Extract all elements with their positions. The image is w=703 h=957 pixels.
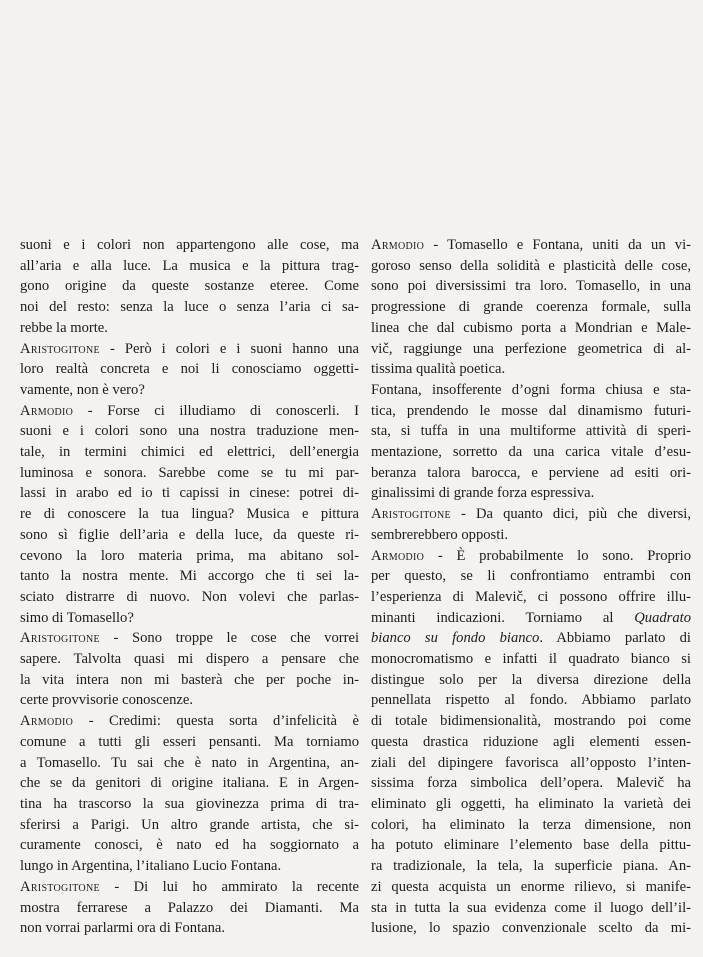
text-fragment: minanti indicazioni. Torniamo al bbox=[371, 609, 635, 626]
text-line: sciato distrarre di nuovo. Non volevi che parlas- bbox=[20, 588, 359, 605]
text-line bbox=[371, 608, 691, 629]
text-line: loro realtà concreta e noi li conosciamo oggetti- bbox=[20, 361, 359, 378]
text-line: cevono la loro materia prima, ma abitano sol- bbox=[20, 547, 359, 564]
text-line: noi del resto: senza la luce o senza l’aria ci sa- bbox=[20, 299, 359, 316]
paragraph bbox=[20, 339, 359, 401]
text-line: pennellata rispetto al fondo. Abbiamo parlato bbox=[371, 692, 691, 709]
text-line: ra tradizionale, la tela, la superficie piana. An- bbox=[371, 858, 691, 875]
text-line: non vorrai parlarmi ora di Fontana. bbox=[20, 920, 226, 937]
text-line: progressione di grande coerenza formale, sulla bbox=[371, 299, 691, 316]
speaker-name: Aristogitone bbox=[371, 506, 451, 523]
text-line: certe provvisorie conoscenze. bbox=[20, 692, 194, 709]
text-line bbox=[20, 877, 359, 898]
text-line: vamente, non è vero? bbox=[20, 381, 145, 398]
text-line: zi questa acquista un enorme rilievo, si manife- bbox=[371, 878, 691, 895]
text-line: tina ha trascorso la sua giovinezza prima di tra- bbox=[20, 795, 359, 812]
text-line: ha potuto eliminare l’elemento base della pittu- bbox=[371, 837, 691, 854]
text-line: sapere. Talvolta quasi mi dispero a pensare che bbox=[20, 651, 359, 668]
paragraph bbox=[371, 546, 691, 939]
text-line: ziali del dipingere favorisca all’opposto l’inten- bbox=[371, 754, 691, 771]
text-fragment: - Sono troppe le cose che vorrei bbox=[99, 630, 359, 647]
text-line: di totale bidimensionalità, mostrando poi come bbox=[371, 713, 691, 730]
paragraph bbox=[20, 628, 359, 711]
text-line bbox=[371, 235, 691, 256]
text-fragment: - È probabilmente lo sono. Proprio bbox=[424, 547, 691, 564]
text-line: sissima forza simbolica dell’opera. Malevič ha bbox=[371, 775, 691, 792]
paragraph bbox=[20, 877, 359, 939]
text-line: eliminato gli oggetti, ha eliminato la varietà dei bbox=[371, 795, 691, 812]
speaker-name: Aristogitone bbox=[20, 630, 100, 647]
text-line bbox=[20, 401, 359, 422]
text-line: a Tomasello. Tu sai che è nato in Argentina, an- bbox=[20, 754, 359, 771]
text-line: suoni e i colori non appartengono alle cose, ma bbox=[20, 237, 359, 253]
text-fragment: . Abbiamo parlato di bbox=[539, 630, 691, 647]
left-column bbox=[20, 235, 359, 939]
text-line: Fontana, insofferente d’ogni forma chiusa e sta- bbox=[371, 381, 691, 398]
paragraph bbox=[20, 711, 359, 877]
text-line: per questo, se li confrontiamo entrambi con bbox=[371, 568, 691, 585]
paragraph bbox=[20, 235, 359, 339]
text-line: monocromatismo e infatti il quadrato bianco si bbox=[371, 651, 691, 668]
speaker-name: Armodio bbox=[20, 402, 74, 419]
text-line: sono poi diversissimi tra loro. Tomasello, in una bbox=[371, 278, 691, 295]
text-line: mentazione, sorretto da una carica vitale d’esu- bbox=[371, 444, 691, 461]
text-line: re di conoscere la tua lingua? Musica e pittura bbox=[20, 506, 359, 523]
text-line: comune a tutti gli esseri pensanti. Ma torniamo bbox=[20, 733, 359, 750]
paragraph bbox=[20, 401, 359, 629]
text-line bbox=[20, 628, 359, 649]
paragraph bbox=[371, 380, 691, 504]
text-line: sta, si tuffa in una multiforme attività di speri- bbox=[371, 423, 691, 440]
text-line: tale, in termini chimici ed elettrici, dell’energia bbox=[20, 444, 359, 461]
paragraph bbox=[371, 235, 691, 380]
text-line: che se da genitori di origine italiana. E in Argen- bbox=[20, 775, 359, 792]
text-line: vič, raggiunge una perfezione geometrica di al- bbox=[371, 340, 691, 357]
speaker-name: Armodio bbox=[371, 237, 425, 253]
text-line: sono sì figlie dell’aria e della luce, da queste ri- bbox=[20, 526, 359, 543]
speaker-name: Armodio bbox=[371, 547, 425, 564]
text-line: goroso senso della solidità e plasticità delle cose, bbox=[371, 257, 691, 274]
text-fragment: - Da quanto dici, più che diversi, bbox=[450, 506, 691, 523]
speaker-name: Armodio bbox=[20, 713, 74, 730]
text-fragment: - Forse ci illudiamo di conoscerli. I bbox=[73, 402, 359, 419]
right-column bbox=[371, 235, 691, 939]
text-fragment: - Però i colori e i suoni hanno una bbox=[99, 340, 359, 357]
speaker-name: Aristogitone bbox=[20, 340, 100, 357]
text-line: colori, ha eliminato la terza dimensione, non bbox=[371, 816, 691, 833]
text-line: rebbe la morte. bbox=[20, 319, 108, 336]
text-line: lassi in arabo ed io ti capissi in cinese: potrei di- bbox=[20, 485, 359, 502]
artwork-title: bianco su fondo bianco bbox=[371, 630, 540, 647]
paragraph bbox=[371, 504, 691, 545]
text-line bbox=[371, 546, 691, 567]
text-line: l’esperienza di Malevič, ci possono offrire illu- bbox=[371, 588, 691, 605]
text-line: luminosa e sonora. Sarebbe come se tu mi par- bbox=[20, 464, 359, 481]
text-line bbox=[371, 504, 691, 525]
text-line: sembrerebbero opposti. bbox=[371, 526, 508, 543]
text-line: ginalissimi di grande forza espressiva. bbox=[371, 485, 595, 502]
artwork-title: Quadrato bbox=[634, 609, 691, 626]
text-line: distingue solo per la diversa direzione della bbox=[371, 671, 691, 688]
text-line: lusione, lo spazio convenzionale scelto da mi- bbox=[371, 920, 691, 937]
text-line: sta in tutta la sua evidenza come il luogo dell’il- bbox=[371, 899, 691, 916]
text-line bbox=[20, 339, 359, 360]
text-line: beranza talora barocca, e perviene ad esiti ori- bbox=[371, 464, 691, 481]
text-line bbox=[371, 628, 691, 649]
text-fragment: - Tomasello e Fontana, uniti da un vi- bbox=[424, 237, 691, 253]
text-line: linea che dal cubismo porta a Mondrian e Male- bbox=[371, 319, 691, 336]
text-fragment: - Di lui ho ammirato la recente bbox=[99, 878, 359, 895]
text-line: simo di Tomasello? bbox=[20, 609, 134, 626]
text-fragment: - Credimi: questa sorta d’infelicità è bbox=[73, 713, 359, 730]
text-line: curamente conosci, è nato ed ha soggiornato a bbox=[20, 837, 359, 854]
text-line bbox=[20, 711, 359, 732]
speaker-name: Aristogitone bbox=[20, 878, 100, 895]
text-line: suoni e i colori sono una nostra traduzione men- bbox=[20, 423, 359, 440]
text-line: tanto la nostra mente. Mi accorgo che ti sei la- bbox=[20, 568, 359, 585]
text-line: gono origine da queste sostanze eteree. Come bbox=[20, 278, 359, 295]
text-line: tissima qualità poetica. bbox=[371, 361, 506, 378]
text-line: questa drastica riduzione agli elementi essen- bbox=[371, 733, 691, 750]
text-line: mostra ferrarese a Palazzo dei Diamanti. Ma bbox=[20, 899, 359, 916]
text-line: sferirsi a Parigi. Un altro grande artista, che si- bbox=[20, 816, 359, 833]
text-line: tica, prendendo le mosse dal dinamismo futuri- bbox=[371, 402, 691, 419]
text-line: all’aria e alla luce. La musica e la pittura trag- bbox=[20, 257, 359, 274]
text-line: lungo in Argentina, l’italiano Lucio Fontana. bbox=[20, 858, 282, 875]
text-line: la vita intera non mi basterà che per poche in- bbox=[20, 671, 359, 688]
